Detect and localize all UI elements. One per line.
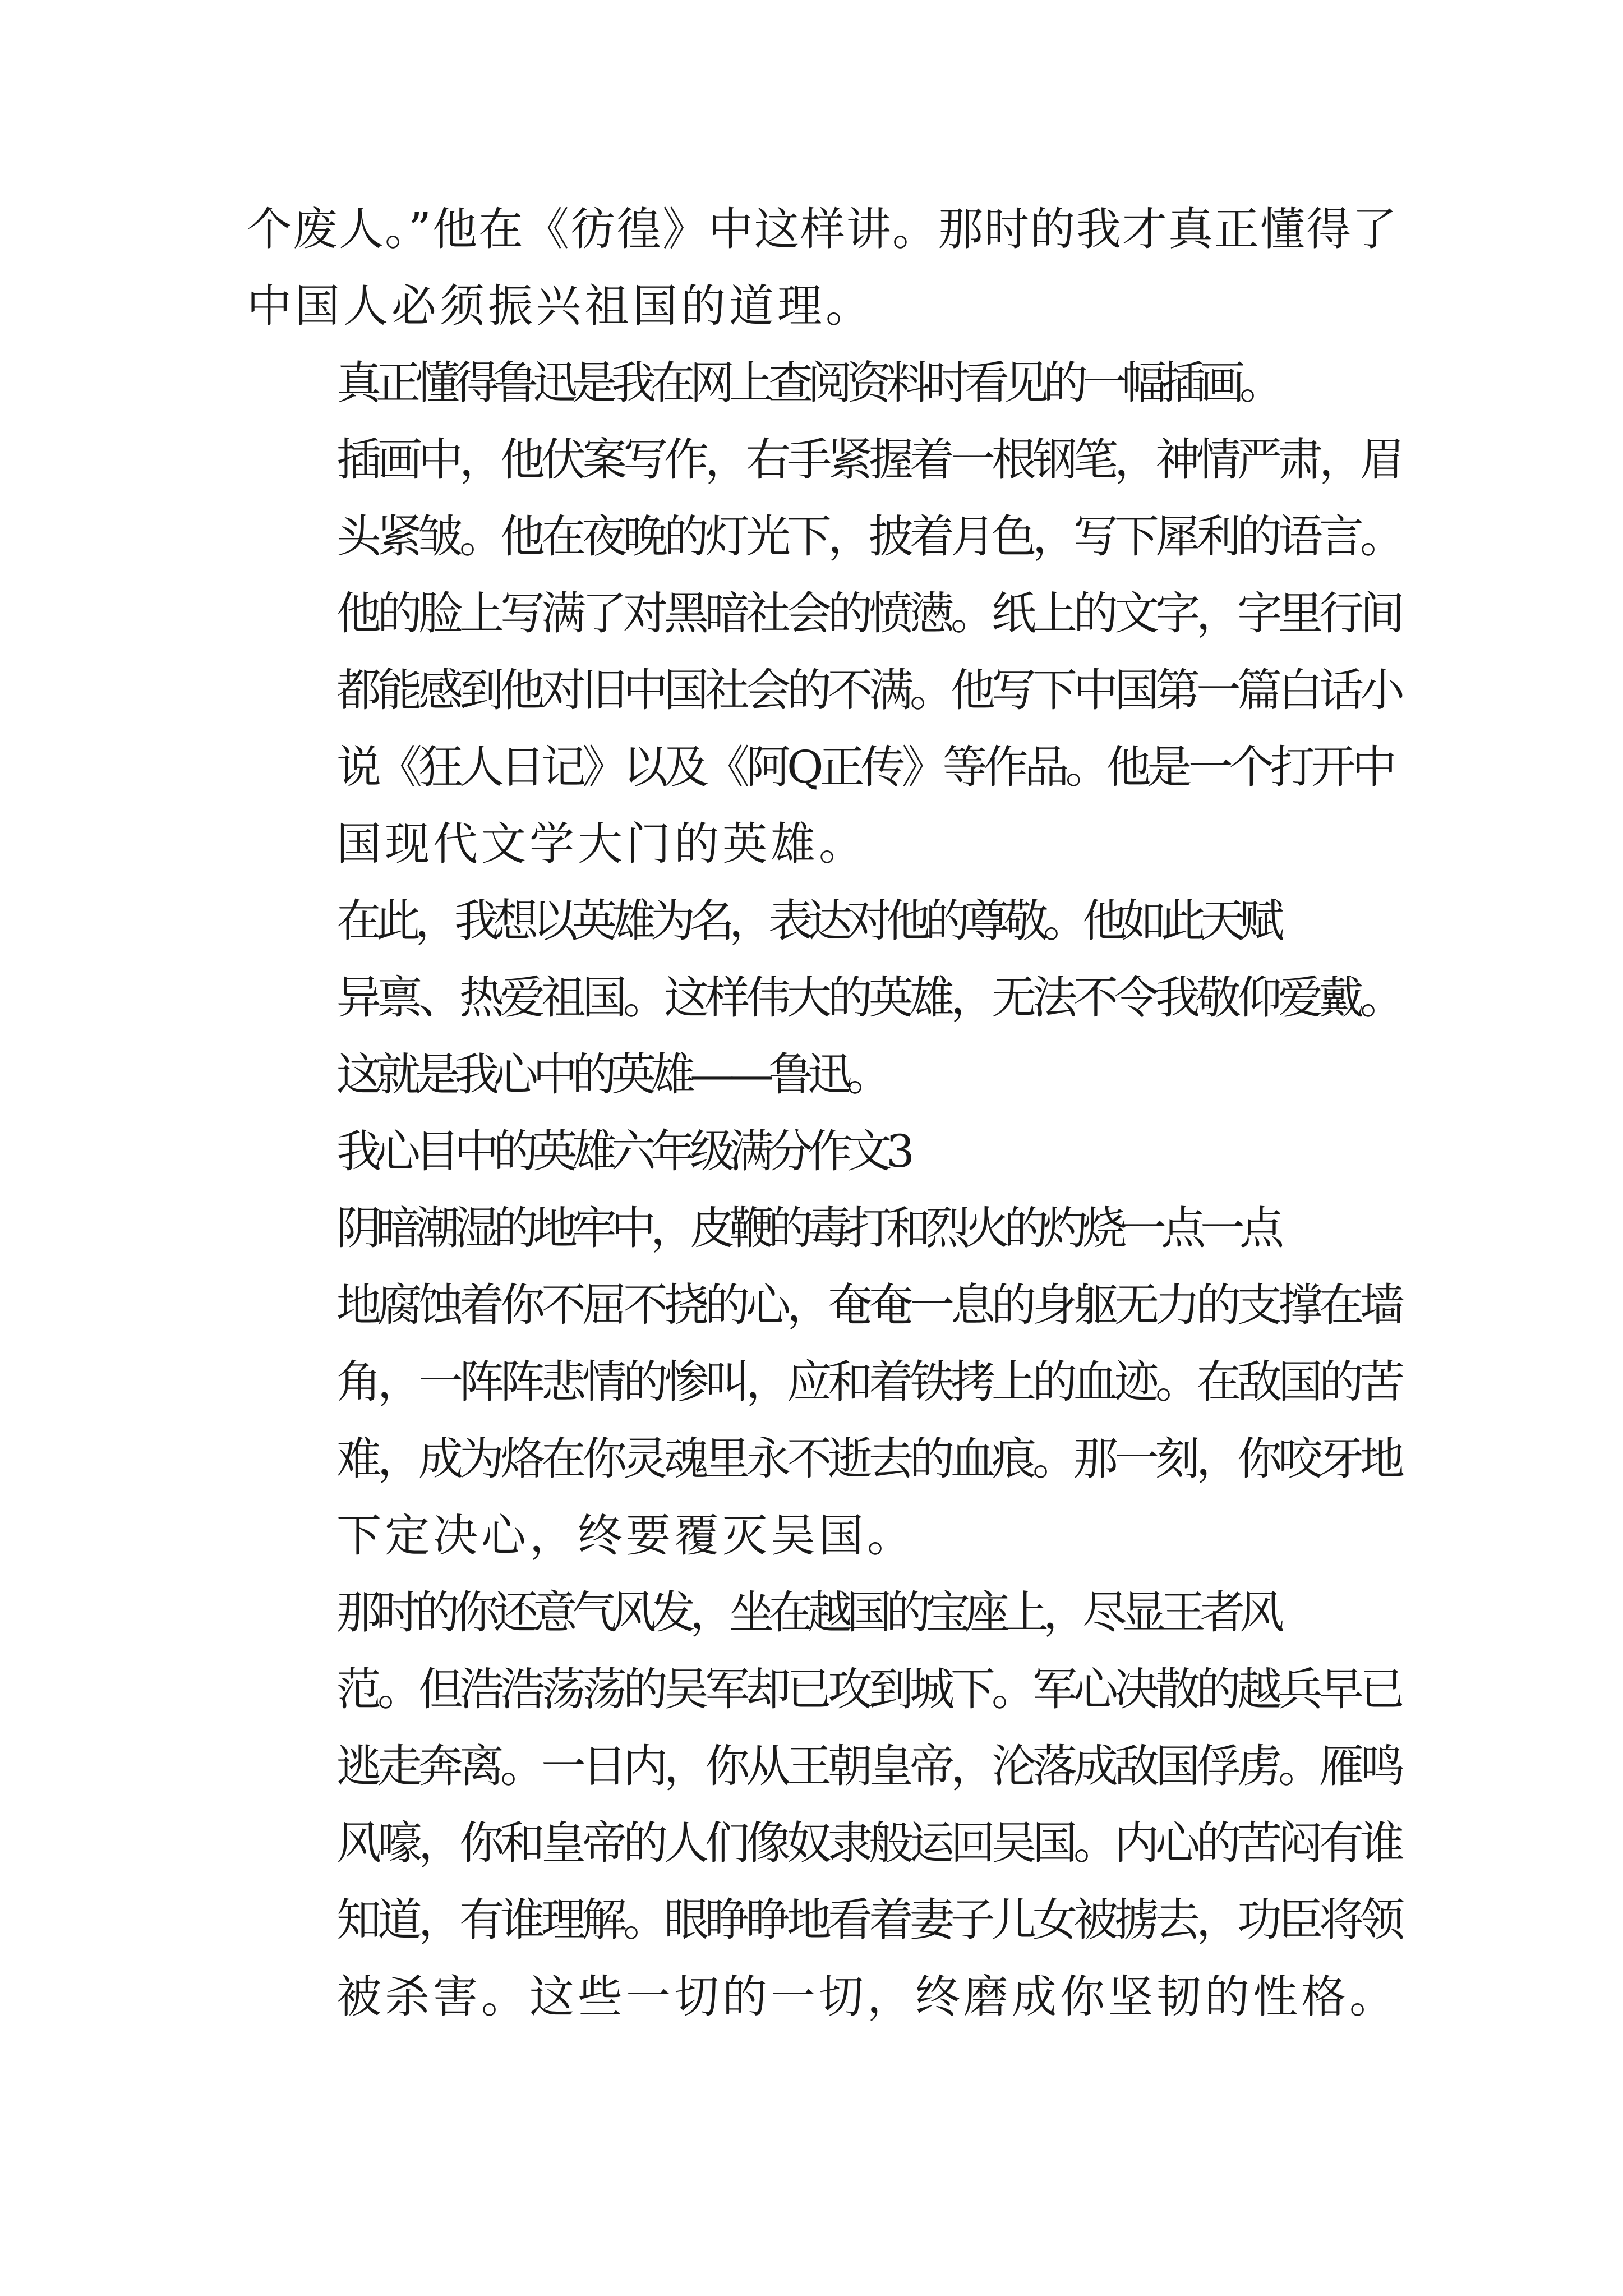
section-heading: [247, 1113, 1402, 1190]
paragraph-2: [247, 344, 1402, 882]
text-line: 他的脸上写满了对黑暗社会的愤懑。纸上的文字，字里行间: [336, 587, 1401, 639]
paragraph-6: [247, 1574, 1402, 2035]
text-line: 阴暗潮湿的地牢中，皮鞭的毒打和烈火的灼烧一点一点: [336, 1202, 1279, 1254]
text-line: 角，一阵阵悲情的惨叫，应和着铁拷上的血迹。在敌国的苦: [336, 1356, 1401, 1408]
text-line: 个废人。”他在《彷徨》中这样讲。那时的我才真正懂得了: [247, 203, 1398, 255]
paragraph-5: [247, 1190, 1402, 1574]
text-line: 范。但浩浩荡荡的吴军却已攻到城下。军心决散的越兵早已: [336, 1663, 1401, 1715]
text-line: 被杀害。这些一切的一切，终磨成你坚韧的性格。: [336, 1971, 1398, 2023]
text-line: 知道，有谁理解。眼睁睁地看着妻子儿女被掳去，功臣将领: [336, 1894, 1401, 1946]
text-line: 在此，我想以英雄为名，表达对他的尊敬。他如此天赋: [336, 895, 1279, 947]
text-line: 说《狂人日记》以及《阿Q正传》等作品。他是一个打开中: [336, 741, 1393, 793]
text-line: 地腐蚀着你不屈不挠的心，奄奄一息的身躯无力的支撑在墙: [336, 1279, 1401, 1331]
text-line: 都能感到他对旧中国社会的不满。他写下中国第一篇白话小: [336, 664, 1401, 716]
text-line: 中国人必须振兴祖国的道理。: [247, 280, 874, 332]
section-title: 我心目中的英雄六年级满分作文3: [336, 1125, 909, 1177]
text-line: 国现代文学大门的英雄。: [336, 818, 867, 870]
text-line: 难，成为烙在你灵魂里永不逝去的血痕。那一刻，你咬牙地: [336, 1433, 1401, 1485]
text-line: 风嚎，你和皇帝的人们像奴隶般运回吴国。内心的苦闷有谁: [336, 1817, 1401, 1869]
text-line: 插画中，他伏案写作，右手紧握着一根钢笔，神情严肃，眉: [336, 434, 1401, 486]
text-line: 头紧皱。他在夜晚的灯光下，披着月色，写下犀利的语言。: [336, 510, 1401, 563]
paragraph-4: [247, 1036, 1402, 1113]
paragraph-1: [247, 191, 1402, 344]
text-line: 异禀、热爱祖国。这样伟大的英雄，无法不令我敬仰爱戴。: [336, 972, 1401, 1024]
paragraph-3: [247, 882, 1402, 1036]
text-line: 真正懂得鲁迅是我在网上查阅资料时看见的一幅插画。: [336, 357, 1279, 409]
text-line: 逃走奔离。一日内，你从王朝皇帝，沦落成敌国俘虏。雁鸣: [336, 1740, 1401, 1792]
essay-body: [247, 191, 1402, 2035]
text-line: 那时的你还意气风发，坐在越国的宝座上，尽显王者风: [336, 1586, 1279, 1639]
text-line: 下定决心，终要覆灭吴国。: [336, 1510, 915, 1562]
text-line: 这就是我心中的英雄——鲁迅。: [336, 1048, 886, 1101]
